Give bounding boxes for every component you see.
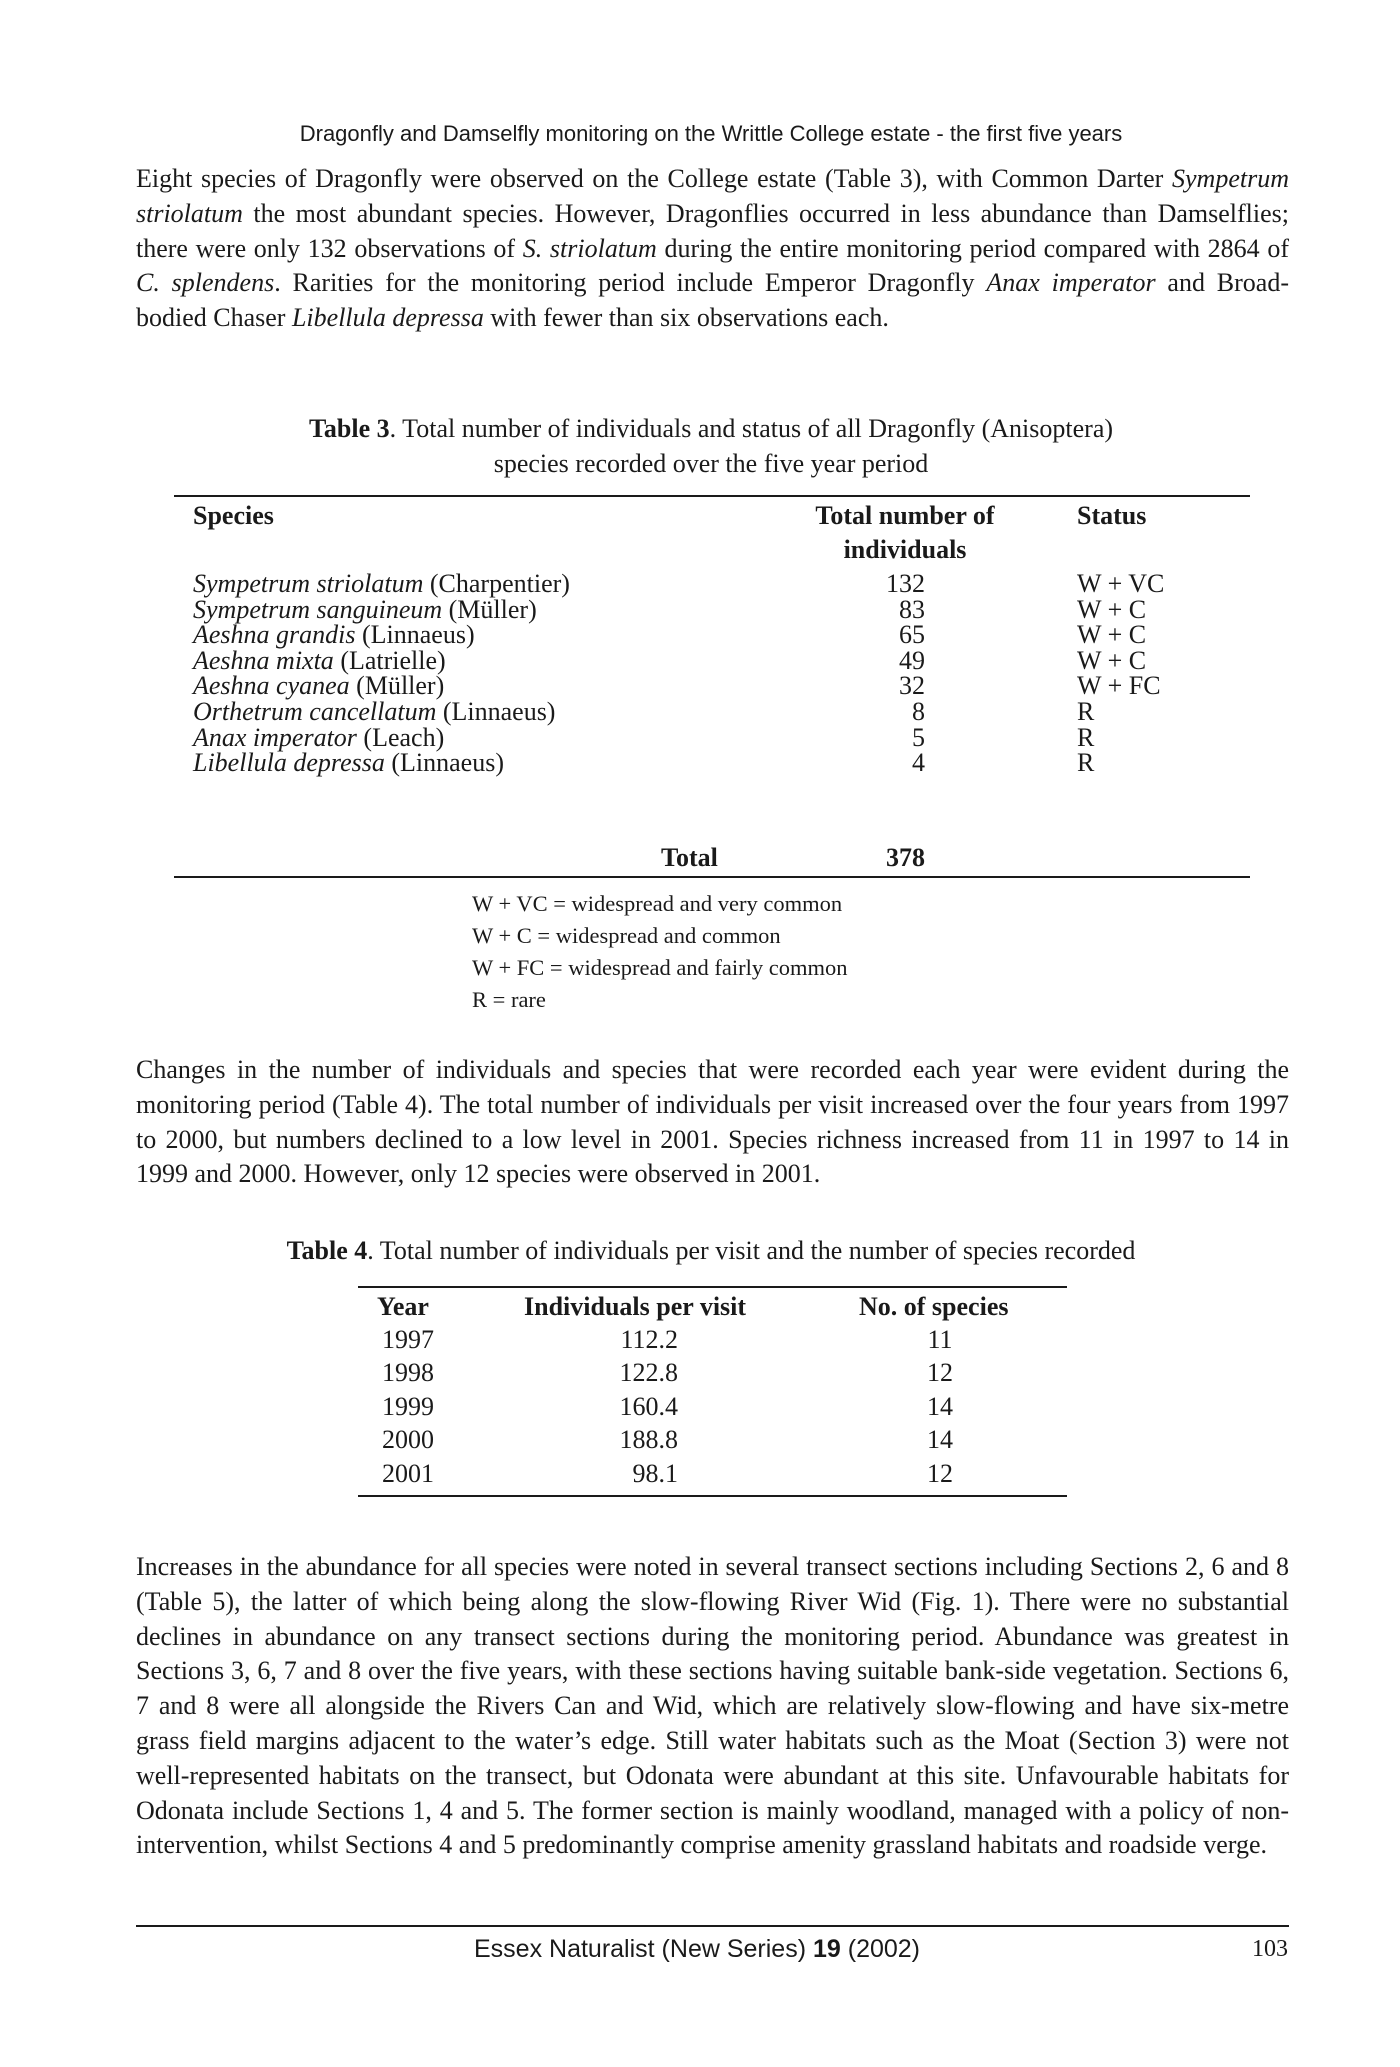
species-name: C. splendens — [136, 268, 275, 298]
table-3-status-cell: R — [1077, 722, 1095, 752]
table-3-status-cell: W + C — [1077, 645, 1147, 675]
species-name: Aeshna mixta — [193, 645, 334, 675]
table-4-individuals-cell: 188.8 — [619, 1425, 678, 1455]
table-3-status-cell: W + C — [1077, 594, 1147, 624]
table-3-status-cell: R — [1077, 697, 1095, 726]
table-3-total-value: 378 — [886, 843, 925, 872]
table-3-species-cell — [193, 746, 504, 780]
species-name: Sympetrum sanguineum — [193, 594, 443, 624]
text-run: with fewer than six observations each. — [483, 303, 889, 333]
species-name: Sympetrum striolatum — [136, 164, 1289, 228]
table-3-caption-text: . Total number of individuals and status of all Dragonfly (Anisoptera) — [389, 414, 1114, 443]
species-authority: (Müller) — [442, 594, 537, 624]
journal-year: (2002) — [840, 1935, 921, 1963]
table-3-status-cell: R — [1077, 748, 1095, 778]
journal-name: Essex Naturalist (New Series) — [474, 1935, 813, 1963]
table-3-caption — [136, 412, 1286, 481]
species-authority: (Linnaeus) — [436, 697, 556, 726]
table-3-total-cell: 5 — [912, 722, 925, 752]
table-3-top-rule — [174, 495, 1250, 497]
page-number: 103 — [1252, 1936, 1288, 1962]
table-3-total-cell: 65 — [899, 620, 925, 650]
table-4-header-species: No. of species — [859, 1292, 1009, 1321]
legend-item: W + C = widespread and common — [472, 923, 781, 948]
running-head: Dragonfly and Damselfly monitoring on the Writtle College estate - the first five years — [299, 121, 1123, 146]
table-3-status-cell: W + FC — [1077, 671, 1161, 701]
table-4-top-rule — [358, 1286, 1067, 1288]
journal-volume: 19 — [812, 1935, 841, 1963]
text-run: during the entire monitoring period compared with 2864 of — [656, 233, 1289, 263]
table-4-caption-label: Table 4 — [286, 1236, 368, 1265]
table-3-caption-label: Table 3 — [308, 414, 390, 443]
table-4-species-cell: 14 — [927, 1425, 953, 1455]
species-authority: (Latrielle) — [333, 645, 446, 675]
species-name: Sympetrum striolatum — [193, 569, 424, 598]
table-3-total-cell: 32 — [899, 671, 925, 701]
table-4-year-cell: 1998 — [382, 1358, 434, 1388]
table-4-caption-text: . Total number of individuals per visit and the number of species recorded — [367, 1236, 1136, 1265]
species-name: Aeshna grandis — [193, 620, 356, 650]
table-4-header-year: Year — [377, 1292, 429, 1321]
species-name: S. striolatum — [522, 233, 657, 263]
paragraph-transect-sections: Increases in the abundance for all species were noted in several transect sections including Sections 2, 6 and 8 (Table 5), the latter of which being along the slow-flowing River Wid (Fig. 1). There were no substantial declines in abundance on any transect sections during the monitoring period. Abundance was greatest in Sections 3, 6, 7 and 8 over the five years, with these sections having suitable bank-side vegetation. Sections 6, 7 and 8 were all alongside the Rivers Can and Wid, which are relatively slow-flowing and have six-metre grass field margins adjacent to the water’s edge. Still water habitats such as the Moat (Section 3) were not well-represented habitats on the transect, but Odonata were abundant at this site. Unfavourable habitats for Odonata include Sections 1, 4 and 5. The former section is mainly woodland, managed with a policy of non-intervention, whilst Sections 4 and 5 predominantly comprise amenity grassland habitats and roadside verge. — [136, 1552, 1289, 1860]
table-3-total-cell: 132 — [886, 569, 925, 598]
table-3-status-cell: W + VC — [1077, 569, 1165, 598]
table-4-bottom-rule — [358, 1495, 1067, 1497]
table-3-legend — [472, 888, 848, 1016]
text-run: . Rarities for the monitoring period include Emperor Dragonfly — [274, 268, 987, 298]
table-4-individuals-cell: 98.1 — [632, 1458, 678, 1488]
table-3-header-status: Status — [1077, 501, 1147, 530]
species-authority: (Charpentier) — [423, 569, 570, 598]
species-name: Aeshna cyanea — [193, 671, 350, 701]
table-3-total-cell: 8 — [912, 697, 925, 726]
table-4-individuals-cell: 160.4 — [619, 1391, 678, 1421]
text-run: and Broad-bodied Chaser — [136, 268, 1289, 333]
legend-item: W + VC = widespread and very common — [472, 891, 843, 916]
species-name: Orthetrum cancellatum — [193, 697, 437, 726]
species-name: Anax imperator — [193, 722, 357, 752]
text-run: the most abundant species. However, Dragonflies occurred in less abundance than Damselflies; there were only 132 observations of — [136, 198, 1289, 263]
table-3-total-label: Total — [661, 843, 718, 872]
table-3-total-cell: 49 — [899, 645, 925, 675]
table-4-year-cell: 1997 — [382, 1325, 434, 1354]
species-name: Libellula depressa — [193, 748, 385, 778]
table-4-species-cell: 14 — [927, 1391, 953, 1421]
paragraph-dragonfly-species — [136, 162, 1289, 336]
species-name: Anax imperator — [986, 268, 1156, 298]
paragraph-yearly-changes: Changes in the number of individuals and species that were recorded each year were evident during the monitoring period (Table 4). The total number of individuals per visit increased over the four years from 1997 to 2000, but numbers declined to a low level in 2001. Species richness increased from 11 in 1997 to 14 in 1999 and 2000. However, only 12 species were observed in 2001. — [136, 1055, 1289, 1189]
species-name: Libellula depressa — [291, 303, 484, 333]
table-4-species-cell: 12 — [927, 1458, 953, 1488]
table-4-year-cell: 2001 — [382, 1458, 434, 1488]
table-4-species-cell: 11 — [927, 1325, 953, 1354]
species-authority: (Müller) — [349, 671, 445, 701]
table-3-header-species: Species — [193, 501, 274, 530]
species-authority: (Leach) — [356, 722, 445, 752]
table-3-caption-line2: species recorded over the five year period — [493, 448, 929, 478]
footer-rule — [136, 1925, 1289, 1927]
legend-item: W + FC = widespread and fairly common — [472, 955, 848, 980]
species-authority: (Linnaeus) — [355, 620, 475, 650]
table-4-year-cell: 2000 — [382, 1425, 434, 1455]
table-3-bottom-rule — [174, 876, 1250, 878]
table-4-individuals-cell: 112.2 — [620, 1325, 678, 1354]
text-run: Eight species of Dragonfly were observed on the College estate (Table 3), with Common Darter — [136, 164, 1173, 193]
table-4-individuals-cell: 122.8 — [619, 1358, 678, 1388]
table-3-header-total-line2: individuals — [843, 535, 967, 564]
table-4-species-cell: 12 — [927, 1358, 953, 1388]
table-3-total-cell: 83 — [899, 594, 925, 624]
legend-item: R = rare — [472, 987, 546, 1012]
table-4-header-individuals: Individuals per visit — [524, 1292, 747, 1321]
table-3-status-cell: W + C — [1077, 620, 1147, 650]
table-4-year-cell: 1999 — [382, 1391, 434, 1421]
table-3-header-total-line1: Total number of — [815, 501, 995, 530]
species-authority: (Linnaeus) — [384, 748, 504, 778]
table-4-caption — [136, 1234, 1286, 1269]
table-3-total-cell: 4 — [912, 748, 925, 778]
journal-footer — [474, 1935, 920, 1964]
